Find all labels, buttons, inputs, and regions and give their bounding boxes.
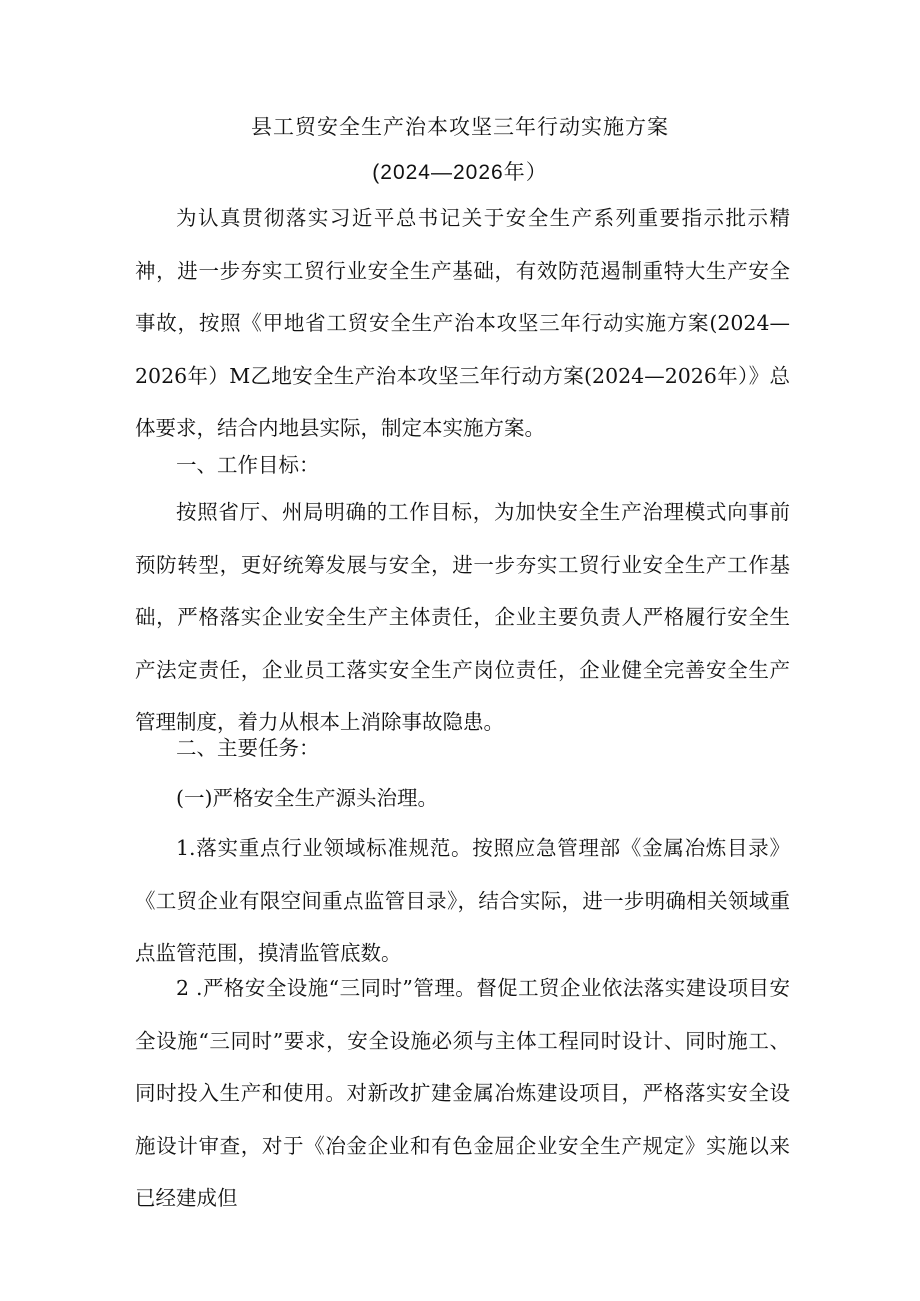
subsection-heading-source-governance: (一)严格安全生产源头治理。: [176, 786, 438, 810]
document-title: 县工贸安全生产治本攻坚三年行动实施方案: [251, 115, 669, 139]
document-subtitle: (2024—2026年）: [372, 161, 548, 184]
task-item-2: 2 .严格安全设施“三同时”管理。督促工贸企业依法落实建设项目安全设施“三同时”要求，安全设施必须与主体工程同时设计、同时施工、同时投入生产和使用。对新改扩建金属冶炼建设项目，严格落实安全设施设计审查，对于《冶金企业和有色金屈企业安全生产规定》实施以来已经建成但: [135, 976, 790, 1211]
intro-paragraph: 为认真贯彻落实习近平总书记关于安全生产系列重要指示批示精神，进一步夯实工贸行业安全生产基础，有效防范遏制重特大生产安全事故，按照《甲地省工贸安全生产治本攻坚三年行动实施方案(2024—2026年）M乙地安全生产治本攻坚三年行动方案(2024—2026年）》总体要求，结合内地县实际，制定本实施方案。: [135, 206, 790, 441]
section-heading-tasks: 二、主要任务：: [176, 736, 320, 760]
goals-paragraph: 按照省厅、州局明确的工作目标，为加快安全生产治理模式向事前预防转型，更好统筹发展与安全，进一步夯实工贸行业安全生产工作基础，严格落实企业安全生产主体责任，企业主要负责人严格履行安全生产法定责任，企业员工落实安全生产岗位责任，企业健全完善安全生产管理制度，着力从根本上消除事故隐患。: [135, 500, 790, 735]
section-heading-goals: 一、工作目标：: [176, 453, 320, 477]
task-item-1: 1.落实重点行业领域标准规范。按照应急管理部《金属冶炼目录》《工贸企业有限空间重点监管目录》，结合实际，进一步明确相关领域重点监管范围，摸清监管底数。: [135, 836, 790, 966]
